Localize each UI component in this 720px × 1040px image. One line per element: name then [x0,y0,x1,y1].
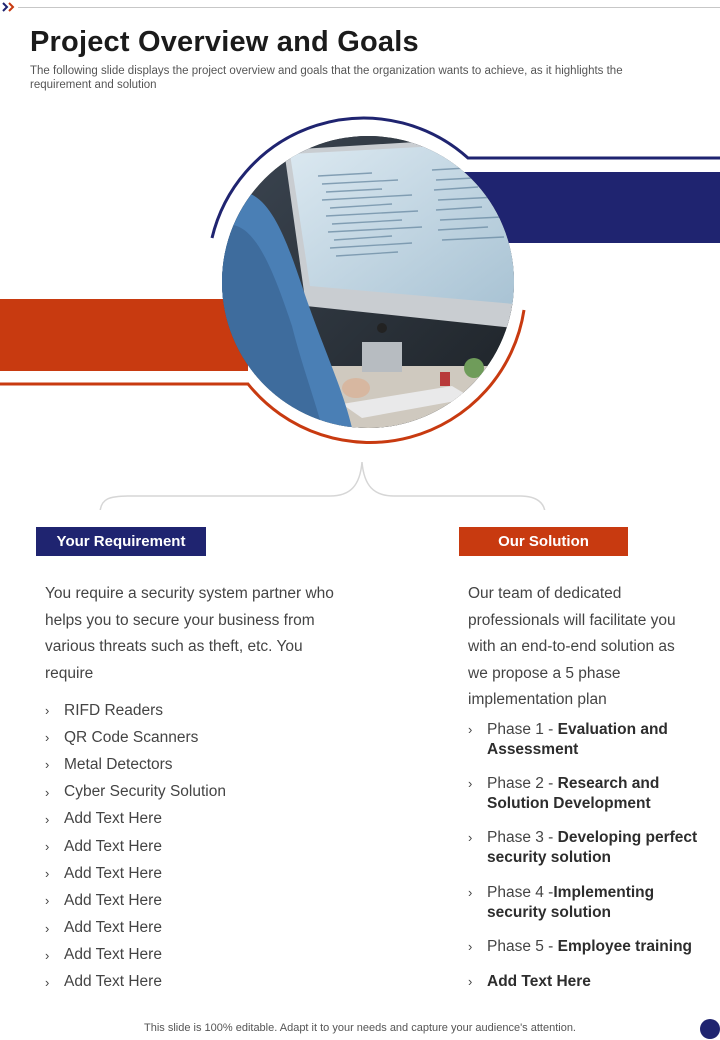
chevron-right-icon: › [45,784,50,800]
chevron-right-icon: › [45,920,50,936]
list-item: › Phase 2 - Research and Solution Development [468,775,660,812]
chevron-right-icon: › [45,839,50,855]
footer-note: This slide is 100% editable. Adapt it to your needs and capture your audience's attention. [144,1022,576,1034]
list-item: › Add Text Here [45,837,162,855]
solution-phase-list [468,720,713,996]
footer-dot [700,1019,720,1039]
double-chevron-icon [2,2,20,12]
chevron-right-icon: › [468,830,473,845]
solution-badge: Our Solution [459,527,628,556]
chevron-right-icon: › [468,974,473,989]
chevron-right-icon: › [45,811,50,827]
chevron-right-icon: › [468,776,473,791]
list-item: › Add Text Here [45,919,162,937]
chevron-right-icon: › [45,703,50,719]
list-item: › Phase 1 - Evaluation and Assessment [468,721,668,758]
requirement-badge: Your Requirement [36,527,206,556]
chevron-right-icon: › [45,947,50,963]
chevron-right-icon: › [45,974,50,990]
page-subtitle: The following slide displays the project overview and goals that the organization wants to achieve, as it highlights the requirement and solution [30,65,623,91]
chevron-right-icon: › [468,885,473,900]
list-item: › Add Text Here [45,891,162,909]
list-item: › QR Code Scanners [45,728,199,746]
list-item: › Add Text Here [468,973,591,990]
requirement-list [45,697,226,996]
top-rule [18,7,720,8]
list-item: › Add Text Here [45,810,162,828]
list-item: › Add Text Here [45,946,162,964]
chevron-right-icon: › [45,730,50,746]
list-item: › Add Text Here [45,973,162,991]
requirement-intro: You require a security system partner who helps you to secure your business from various threats such as theft, etc. You require [45,585,334,682]
computer-photo [222,136,514,428]
list-item: › Metal Detectors [45,755,173,773]
list-item: › Cyber Security Solution [45,783,226,801]
list-item: › Add Text Here [45,864,162,882]
list-item: › RIFD Readers [45,701,164,719]
list-item: › Phase 4 -Implementing security solution [468,884,655,921]
chevron-right-icon: › [45,866,50,882]
page-title: Project Overview and Goals [30,26,419,58]
chevron-right-icon: › [45,893,50,909]
chevron-right-icon: › [45,757,50,773]
chevron-right-icon: › [468,939,473,954]
solution-intro: Our team of dedicated professionals will facilitate you with an end-to-end solution as we propose a 5 phase implementation plan [468,585,676,708]
chevron-right-icon: › [468,722,473,737]
list-item: › Phase 3 - Developing perfect security solution [468,829,698,866]
list-item: › Phase 5 - Employee training [468,938,693,955]
